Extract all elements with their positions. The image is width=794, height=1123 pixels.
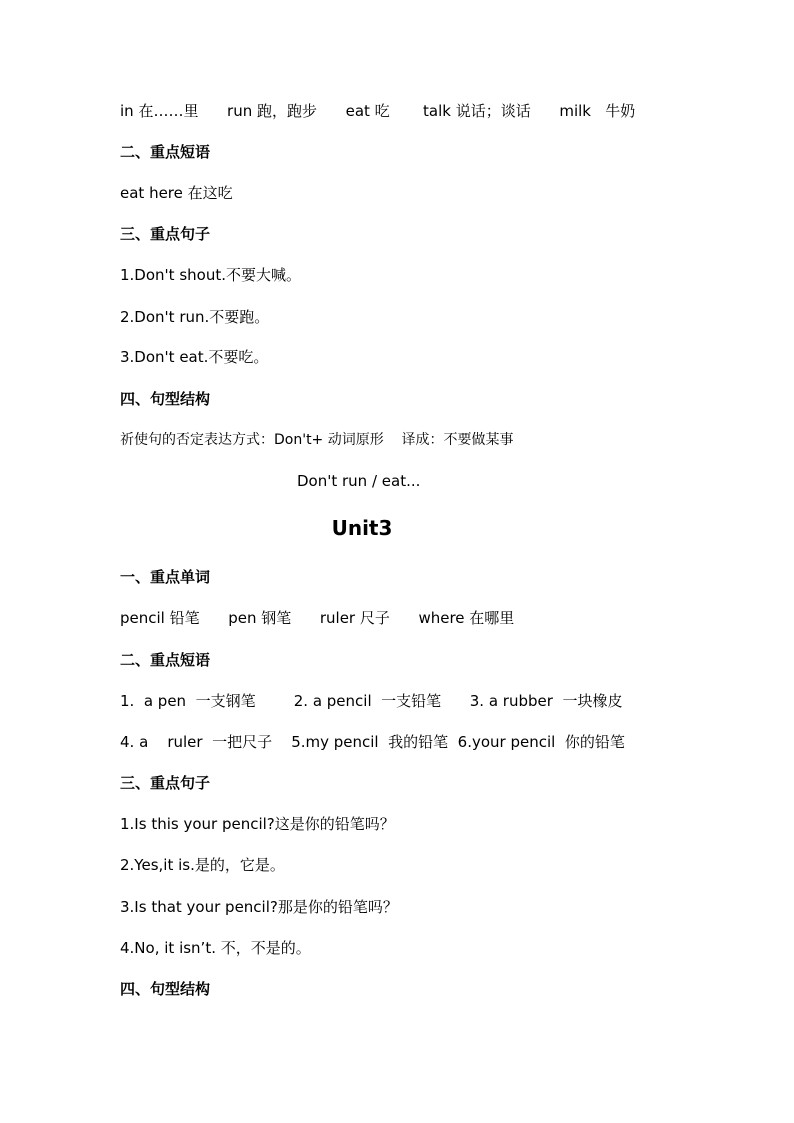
unit3-structure-heading: 四、句型结构 — [120, 980, 211, 998]
unit3-words-heading: 一、重点单词 — [120, 568, 211, 586]
unit2-sentence-2: 2.Don't run.不要跑。 — [120, 308, 270, 326]
unit3-sentence-3: 3.Is that your pencil?那是你的铅笔吗？ — [120, 898, 398, 916]
unit3-phrases-heading: 二、重点短语 — [120, 651, 211, 669]
unit2-phrases-heading: 二、重点短语 — [120, 143, 211, 161]
unit3-sentence-1: 1.Is this your pencil?这是你的铅笔吗？ — [120, 815, 395, 833]
unit3-sentence-4: 4.No, it isn’t. 不，不是的。 — [120, 939, 311, 957]
unit2-structure-heading: 四、句型结构 — [120, 390, 211, 408]
unit2-sentence-1: 1.Don't shout.不要大喊。 — [120, 266, 301, 284]
unit2-structure-example: Don't run / eat... — [297, 472, 421, 490]
unit3-words-line: pencil 铅笔 pen 钢笔 ruler 尺子 where 在哪里 — [120, 609, 515, 627]
unit2-sentence-3: 3.Don't eat.不要吃。 — [120, 348, 269, 366]
unit3-sentences-heading: 三、重点句子 — [120, 774, 211, 792]
unit2-phrases-line: eat here 在这吃 — [120, 184, 233, 202]
unit3-sentence-2: 2.Yes,it is.是的，它是。 — [120, 856, 285, 874]
unit2-sentences-heading: 三、重点句子 — [120, 225, 211, 243]
unit3-phrases-line-1: 1. a pen 一支钢笔 2. a pencil 一支铅笔 3. a rubber 一块橡皮 — [120, 692, 623, 710]
unit3-phrases-line-2: 4. a ruler 一把尺子 5.my pencil 我的铅笔 6.your pencil 你的铅笔 — [120, 733, 625, 751]
unit3-title: Unit3 — [331, 516, 393, 540]
unit2-structure-line: 祈使句的否定表达方式：Don't+ 动词原形 译成：不要做某事 — [120, 432, 514, 448]
unit2-words-line: in 在……里 run 跑，跑步 eat 吃 talk 说话；谈话 milk 牛奶 — [120, 102, 636, 120]
